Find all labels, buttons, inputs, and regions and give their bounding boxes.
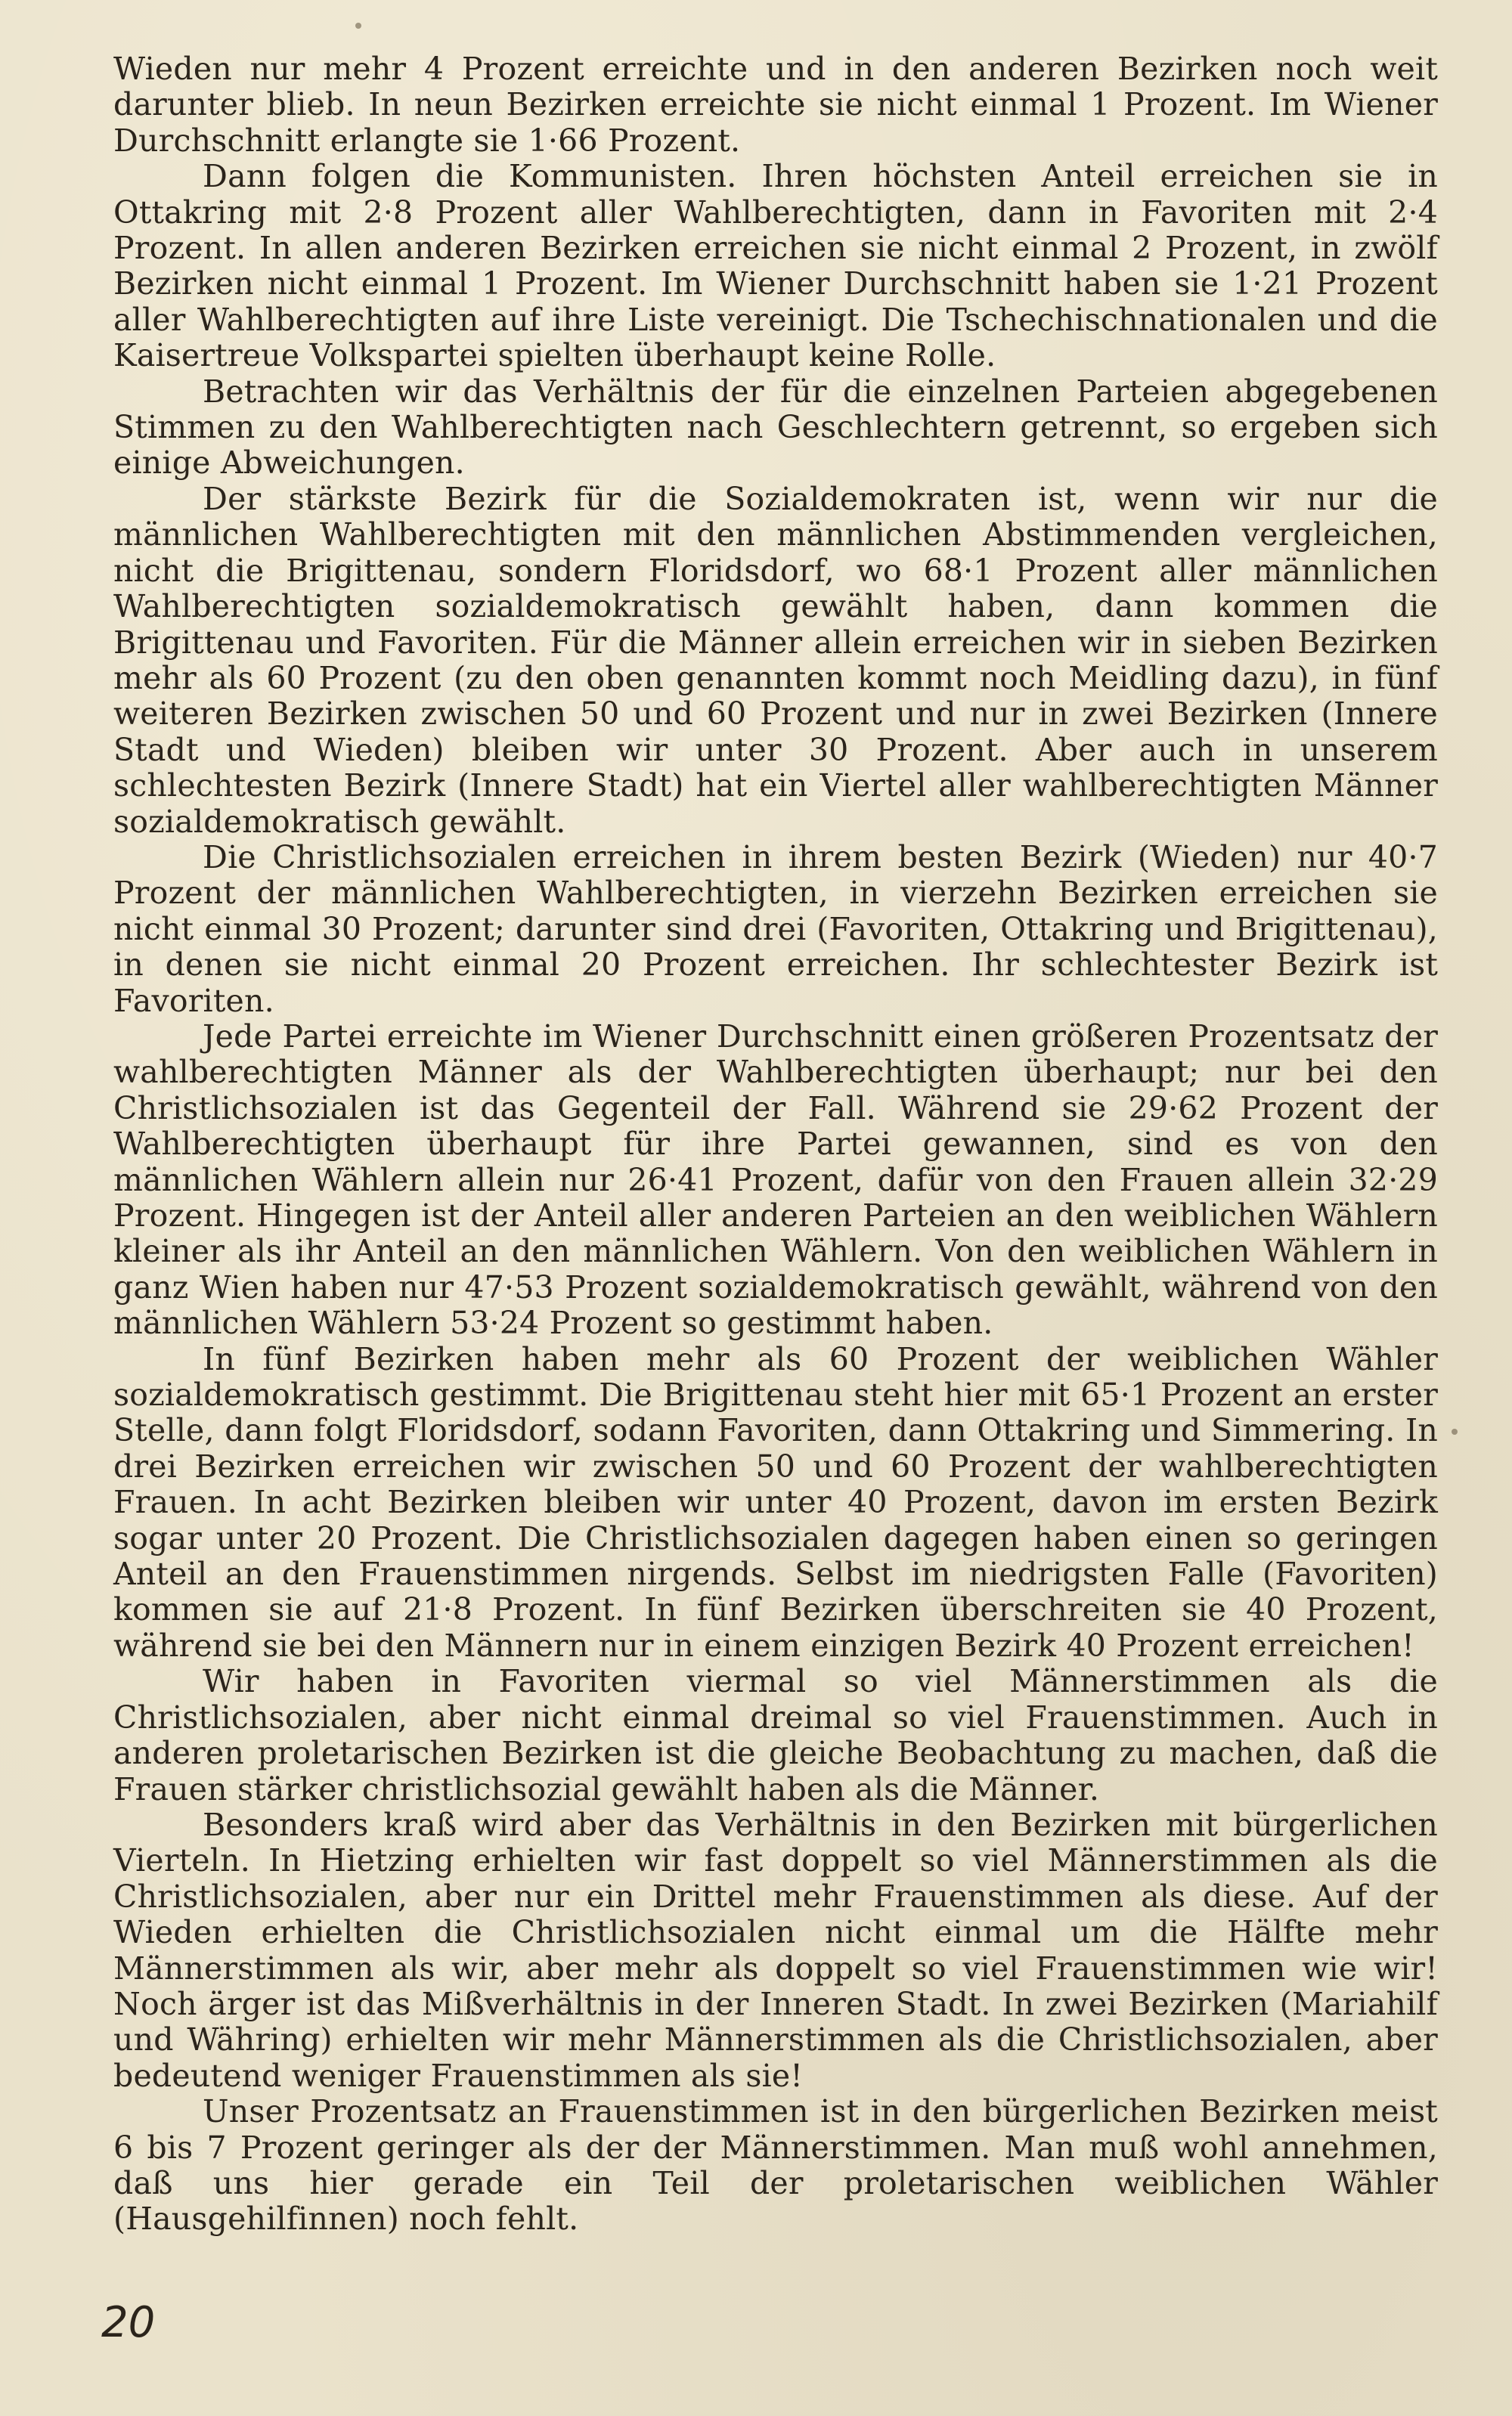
paragraph-6: Jede Partei erreichte im Wiener Durchschnitt einen größeren Prozentsatz der wahlberechtigten Männer als der Wahlberechtigten überhaupt; nur bei den Christlichsozialen ist das Gegenteil der Fall. Während sie 29·62 Prozent der Wahlberechtigten überhaupt für ihre Partei gewannen, sind es von den männlichen Wählern allein nur 26·41 Prozent, dafür von den Frauen allein 32·29 Prozent. Hingegen ist der Anteil aller anderen Parteien an den weiblichen Wählern kleiner als ihr Anteil an den männlichen Wählern. Von den weiblichen Wählern in ganz Wien haben nur 47·53 Prozent sozialdemokratisch gewählt, während von den männlichen Wählern 53·24 Prozent so gestimmt haben. — [113, 1018, 1438, 1342]
paragraph-5: Die Christlichsozialen erreichen in ihrem besten Bezirk (Wieden) nur 40·7 Prozent der männlichen Wahlberechtigten, in vierzehn Bezirken erreichen sie nicht einmal 30 Prozent; darunter sind drei (Favoriten, Ottakring und Brigittenau), in denen sie nicht einmal 20 Prozent erreichen. Ihr schlechtester Bezirk ist Favoriten. — [113, 838, 1438, 1019]
paragraph-9: Besonders kraß wird aber das Verhältnis in den Bezirken mit bürgerlichen Vierteln. In Hietzing erhielten wir fast doppelt so viel Männerstimmen als die Christlichsozialen, aber nur ein Drittel mehr Frauenstimmen als diese. Auf der Wieden erhielten die Christlichsozialen nicht einmal um die Hälfte mehr Männerstimmen als wir, aber mehr als doppelt so viel Frauenstimmen wie wir! Noch ärger ist das Mißverhältnis in der Inneren Stadt. In zwei Bezirken (Mariahilf und Währing) erhielten wir mehr Männerstimmen als die Christlichsozialen, aber bedeutend weniger Frauenstimmen als sie! — [113, 1806, 1438, 2094]
paragraph-8: Wir haben in Favoriten viermal so viel Männerstimmen als die Christlichsozialen, aber nicht einmal dreimal so viel Frauenstimmen. Auch in anderen proletarischen Bezirken ist die gleiche Beobachtung zu machen, daß die Frauen stärker christlichsozial gewählt haben als die Männer. — [113, 1663, 1438, 1807]
paragraph-2: Dann folgen die Kommunisten. Ihren höchsten Anteil erreichen sie in Ottakring mit 2·8 Prozent aller Wahlberechtigten, dann in Favoriten mit 2·4 Prozent. In allen anderen Bezirken erreichen sie nicht einmal 2 Prozent, in zwölf Bezirken nicht einmal 1 Prozent. Im Wiener Durchschnitt haben sie 1·21 Prozent aller Wahlberechtigten auf ihre Liste vereinigt. Die Tschechischnationalen und die Kaisertreue Volkspartei spielten überhaupt keine Rolle. — [113, 158, 1438, 374]
paragraph-3: Betrachten wir das Verhältnis der für die einzelnen Parteien abgegebenen Stimmen zu den Wahlberechtigten nach Geschlechtern getrennt, so ergeben sich einige Abweichungen. — [113, 373, 1438, 482]
paper-speck — [1452, 1429, 1458, 1435]
paragraph-1: Wieden nur mehr 4 Prozent erreichte und in den anderen Bezirken noch weit darunter blieb. In neun Bezirken erreichte sie nicht einmal 1 Prozent. Im Wiener Durchschnitt erlangte sie 1·66 Prozent. — [113, 51, 1438, 159]
paragraph-7: In fünf Bezirken haben mehr als 60 Prozent der weiblichen Wähler sozialdemokratisch gestimmt. Die Brigittenau steht hier mit 65·1 Prozent an erster Stelle, dann folgt Floridsdorf, sodann Favoriten, dann Ottakring und Simmering. In drei Bezirken erreichen wir zwischen 50 und 60 Prozent der wahlberechtigten Frauen. In acht Bezirken bleiben wir unter 40 Prozent, davon im ersten Bezirk sogar unter 20 Prozent. Die Christlichsozialen dagegen haben einen so geringen Anteil an den Frauenstimmen nirgends. Selbst im niedrigsten Falle (Favoriten) kommen sie auf 21·8 Prozent. In fünf Bezirken überschreiten sie 40 Prozent, während sie bei den Männern nur in einem einzigen Bezirk 40 Prozent erreichen! — [113, 1340, 1438, 1664]
paragraph-10: Unser Prozentsatz an Frauenstimmen ist in den bürgerlichen Bezirken meist 6 bis 7 Prozent geringer als der der Männerstimmen. Man muß wohl annehmen, daß uns hier gerade ein Teil der proletarischen weiblichen Wähler (Hausgehilfinnen) noch fehlt. — [113, 2093, 1438, 2238]
paragraph-4: Der stärkste Bezirk für die Sozialdemokraten ist, wenn wir nur die männlichen Wahlberechtigten mit den männlichen Abstimmenden vergleichen, nicht die Brigittenau, sondern Floridsdorf, wo 68·1 Prozent aller männlichen Wahlberechtigten sozialdemokratisch gewählt haben, dann kommen die Brigittenau und Favoriten. Für die Männer allein erreichen wir in sieben Bezirken mehr als 60 Prozent (zu den oben genannten kommt noch Meidling dazu), in fünf weiteren Bezirken zwischen 50 und 60 Prozent und nur in zwei Bezirken (Innere Stadt und Wieden) bleiben wir unter 30 Prozent. Aber auch in unserem schlechtesten Bezirk (Innere Stadt) hat ein Viertel aller wahlberechtigten Männer sozialdemokratisch gewählt. — [113, 480, 1438, 840]
page-body — [113, 51, 1438, 2238]
paper-speck — [355, 23, 361, 29]
page-number: 20 — [101, 2298, 156, 2347]
